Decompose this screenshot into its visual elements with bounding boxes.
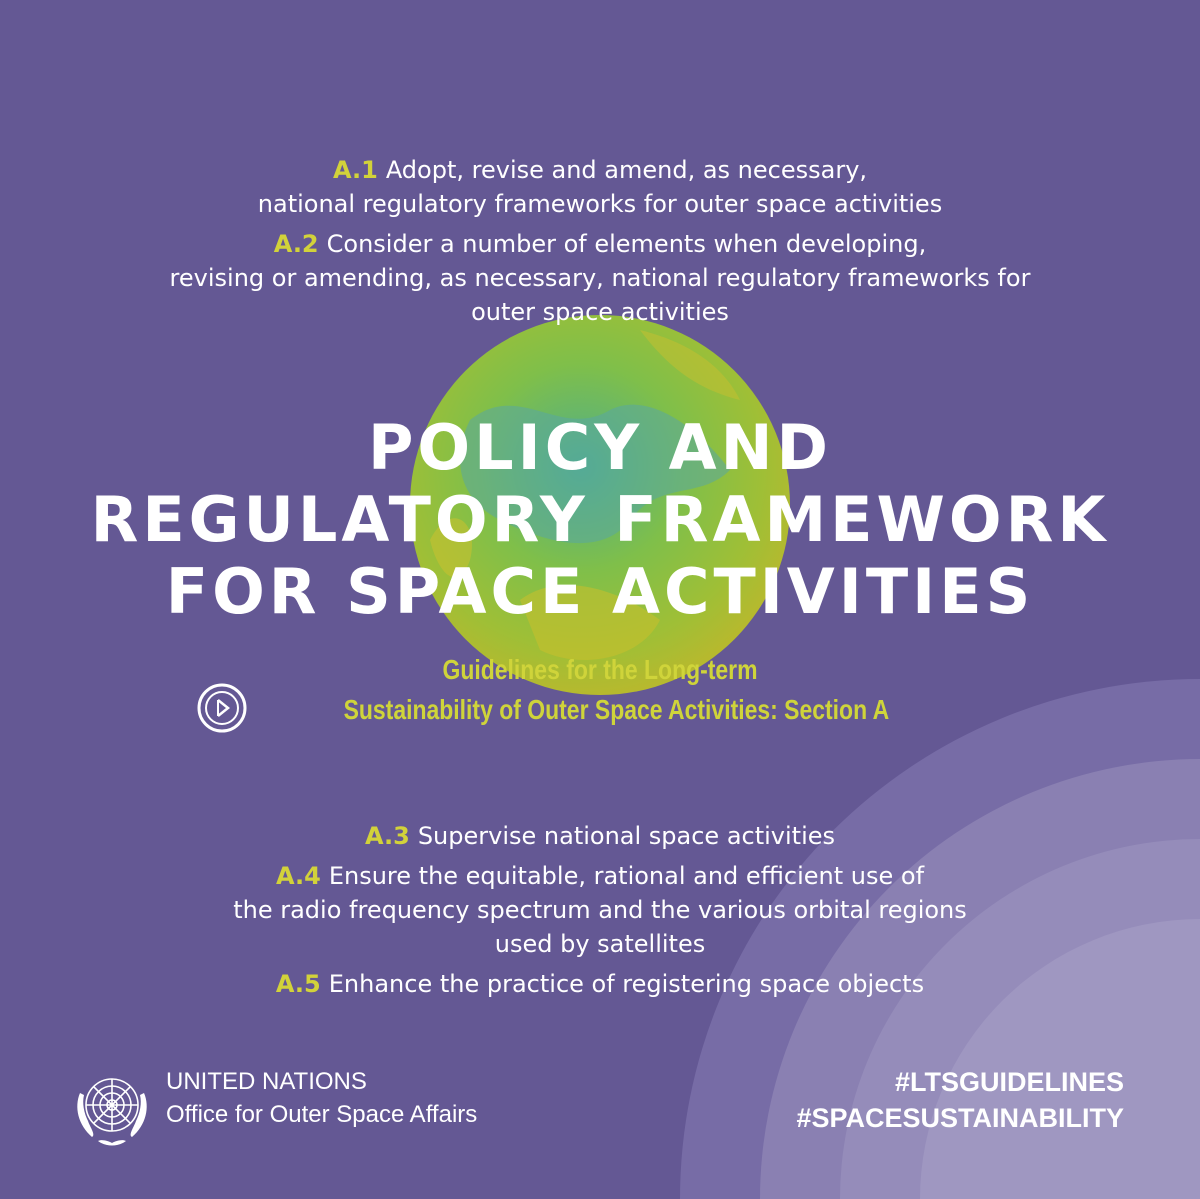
hashtags (796, 1064, 1124, 1136)
guideline-item (0, 967, 1200, 1001)
page-title: POLICY AND REGULATORY FRAMEWORK FOR SPACE ACTIVITIES (90, 411, 1110, 628)
guideline-text: Adopt, revise and amend, as necessary, national regulatory frameworks for outer space activities (257, 156, 943, 218)
guideline-code: A.5 (275, 970, 321, 998)
guideline-item (0, 227, 1200, 329)
guideline-item (0, 819, 1200, 853)
guideline-code: A.1 (332, 156, 378, 184)
guideline-code: A.3 (364, 822, 410, 850)
guideline-item (0, 153, 1200, 221)
organization-name: UNITED NATIONS (166, 1068, 367, 1095)
guideline-text: Ensure the equitable, rational and efficient use of the radio frequency spectrum and the various orbital regions used by satellites (233, 862, 967, 958)
guideline-code: A.4 (275, 862, 321, 890)
hashtag[interactable]: #SPACESUSTAINABILITY (796, 1103, 1124, 1133)
guidelines-bottom (0, 819, 1200, 1007)
guideline-item (0, 859, 1200, 961)
hashtag[interactable]: #LTSGUIDELINES (894, 1067, 1124, 1097)
organization-office: Office for Outer Space Affairs (166, 1101, 478, 1128)
subtitle[interactable] (108, 650, 1092, 730)
guidelines-top (0, 153, 1200, 335)
subtitle-line-2: Sustainability of Outer Space Activities: Section A (343, 694, 890, 725)
guideline-text: Supervise national space activities (417, 822, 836, 850)
un-emblem-icon (68, 1063, 156, 1151)
guideline-code: A.2 (273, 230, 319, 258)
subtitle-line-1: Guidelines for the Long-term (442, 654, 758, 685)
guideline-text: Consider a number of elements when developing, revising or amending, as necessary, national regulatory frameworks for outer space activities (169, 230, 1031, 326)
guideline-text: Enhance the practice of registering space objects (328, 970, 925, 998)
